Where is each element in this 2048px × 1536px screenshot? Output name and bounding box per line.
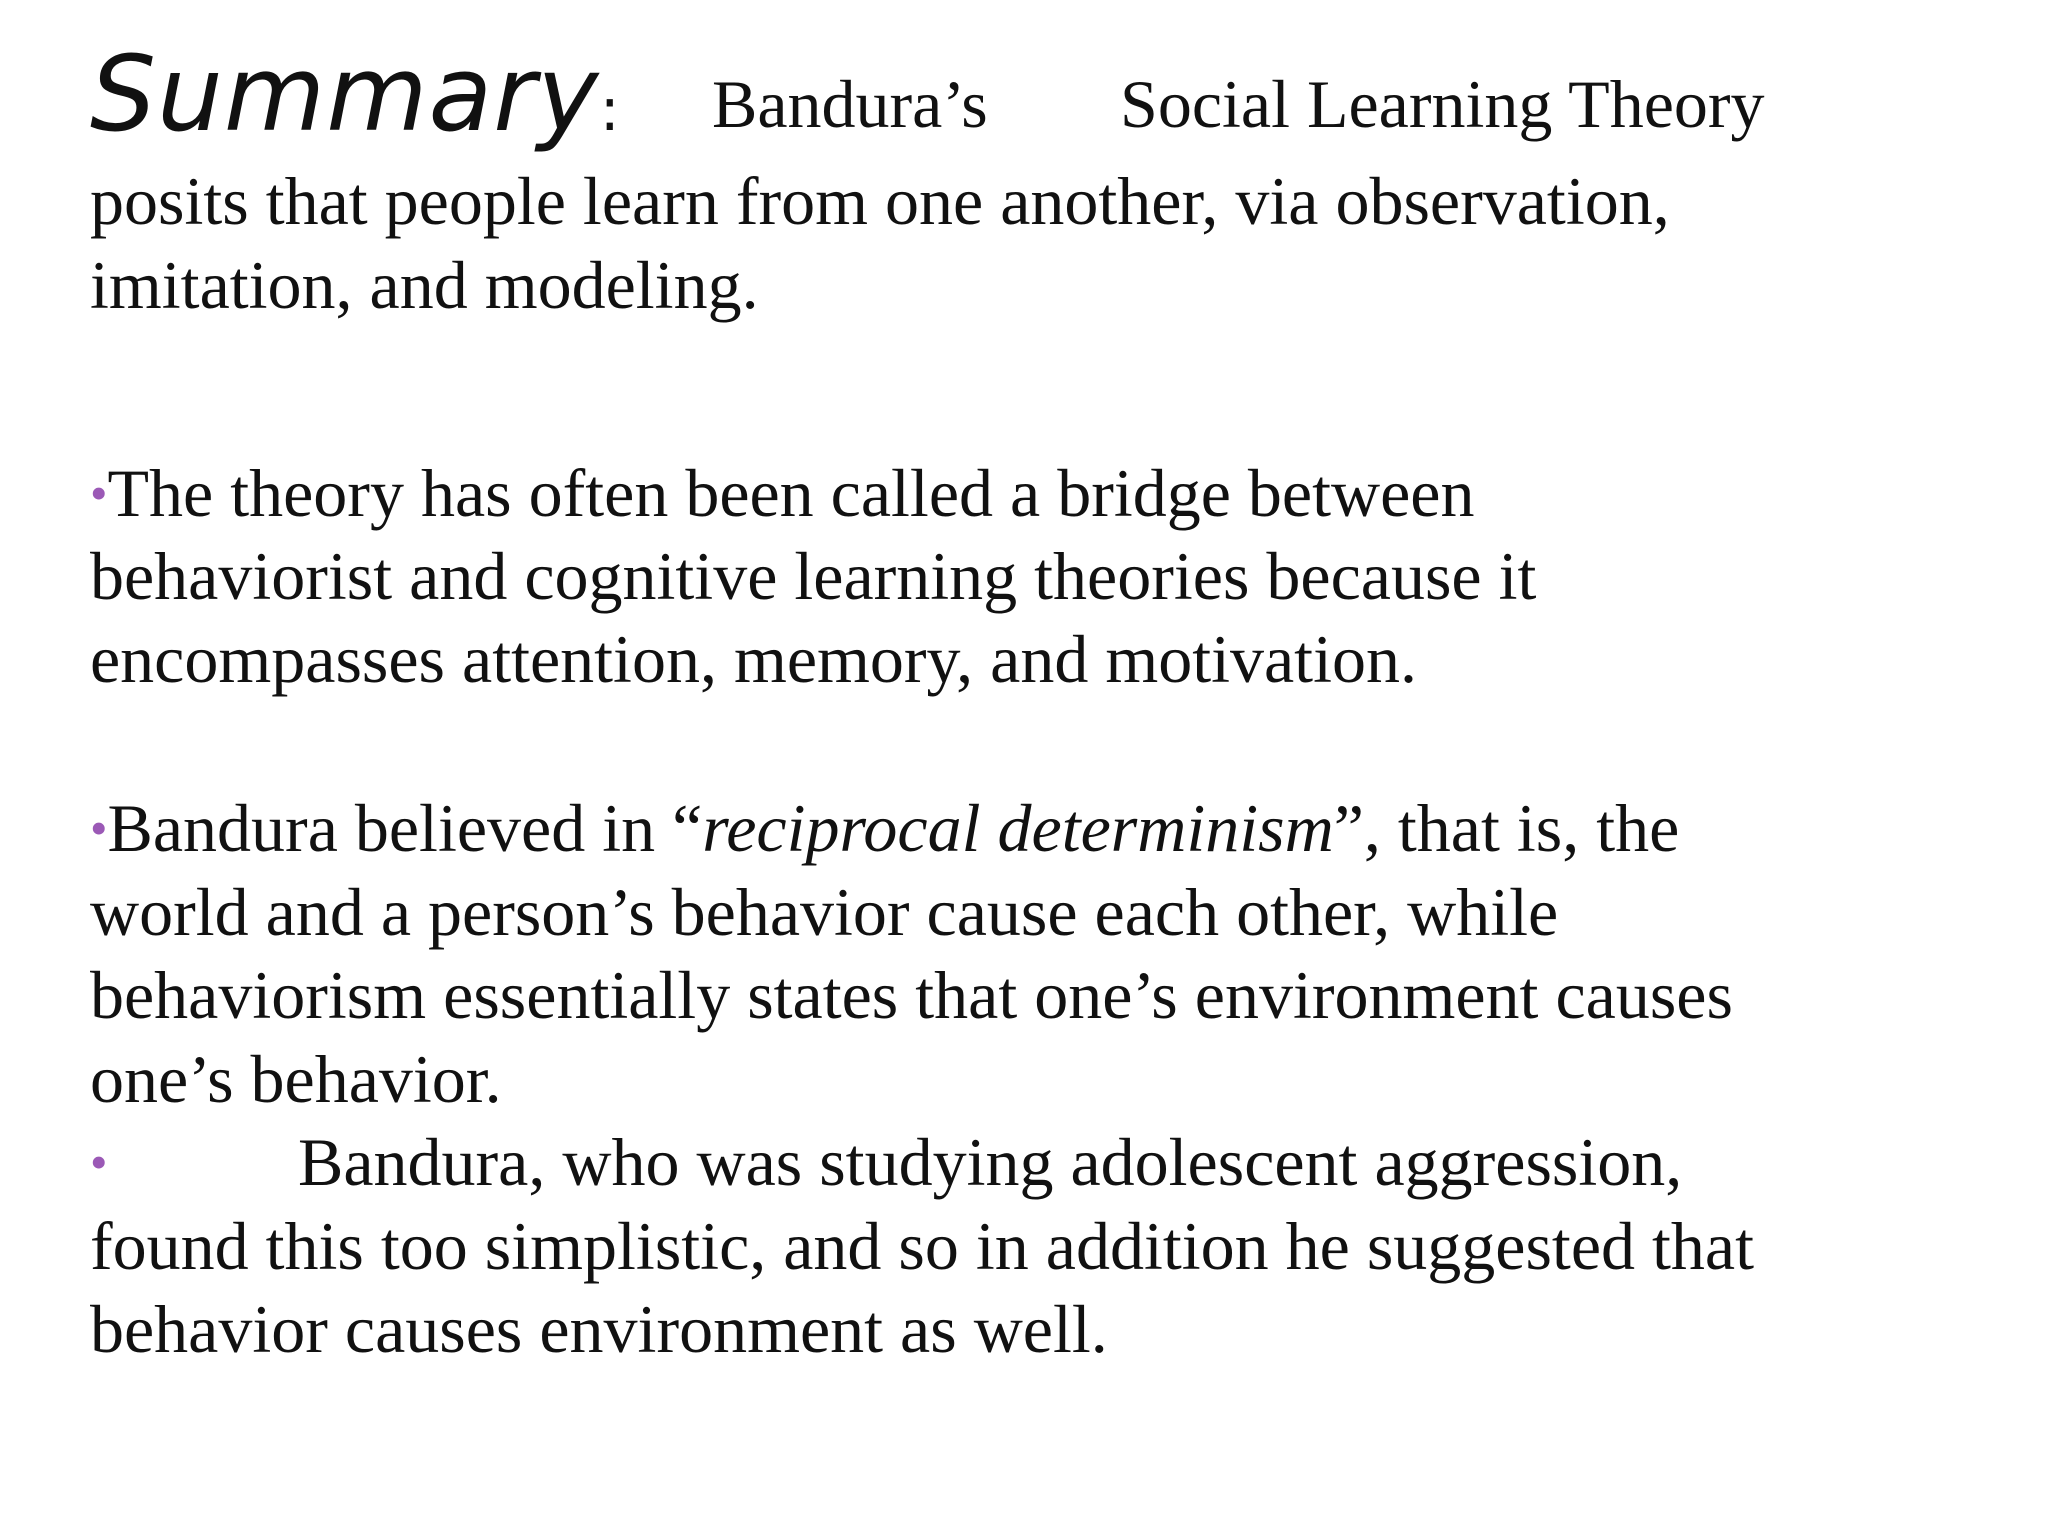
bullet-3-line-1 [90, 1124, 1683, 1200]
bullet-icon: • [90, 1134, 108, 1190]
reciprocal-determinism-term: reciprocal determinism [702, 790, 1334, 866]
bandura-name: Bandura’s [712, 66, 988, 142]
bullet-1-line-3: encompasses attention, memory, and motivation. [90, 621, 1417, 697]
bullet-3-line-3: behavior causes environment as well. [90, 1291, 1108, 1367]
bullet-1-text: The theory has often been called a bridge between [107, 455, 1475, 531]
summary-heading: Summary [90, 33, 600, 155]
bullet-1-line-1 [90, 455, 1475, 531]
bullet-3-text: Bandura, who was studying adolescent aggression, [298, 1124, 1683, 1200]
bullet-2-text-pre: Bandura believed in “ [107, 790, 703, 866]
bullet-2-line-1 [90, 790, 1680, 866]
bullet-1-line-2: behaviorist and cognitive learning theories because it [90, 538, 1537, 614]
bullet-icon: • [90, 465, 108, 521]
heading-colon: : [599, 75, 620, 145]
intro-line-2: imitation, and modeling. [90, 247, 759, 323]
bullet-2-line-4: one’s behavior. [90, 1041, 502, 1117]
bullet-icon: • [90, 800, 108, 856]
title-line [90, 33, 1765, 155]
bullet-3-line-2: found this too simplistic, and so in addition he suggested that [90, 1208, 1754, 1284]
bullet-2-text-post: ”, that is, the [1333, 790, 1680, 866]
theory-name: Social Learning Theory [1120, 66, 1765, 142]
intro-line-1: posits that people learn from one another, via observation, [90, 163, 1670, 239]
bullet-2-line-2: world and a person’s behavior cause each other, while [90, 874, 1559, 950]
bullet-2-line-3: behaviorism essentially states that one’s environment causes [90, 957, 1733, 1033]
